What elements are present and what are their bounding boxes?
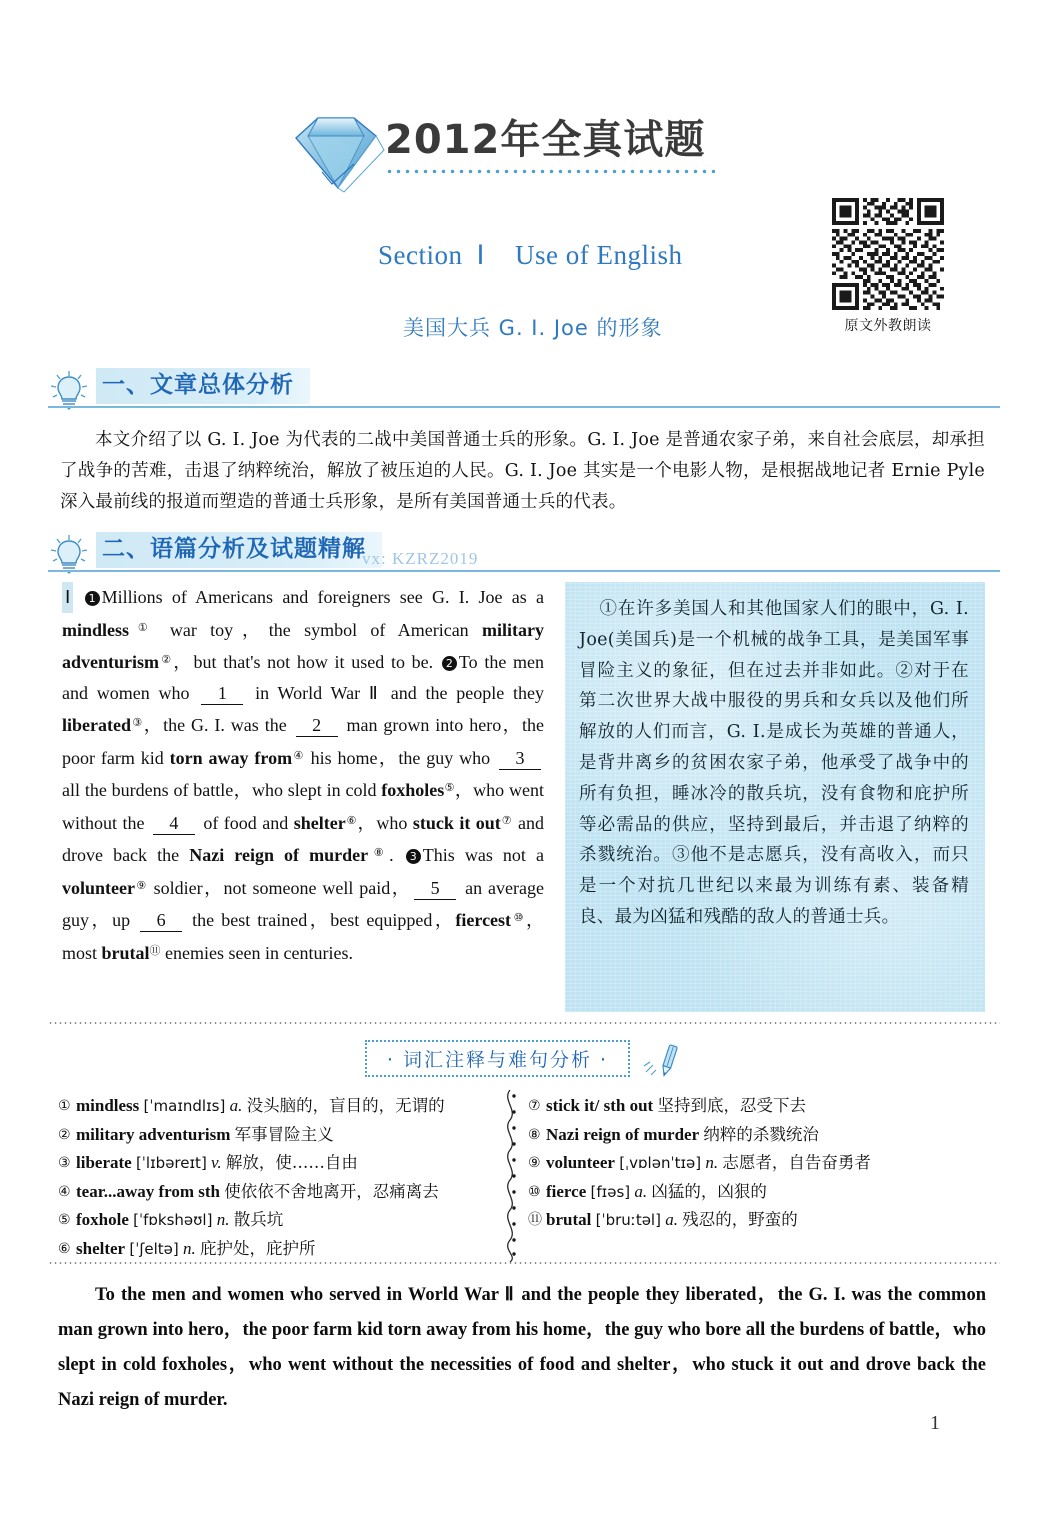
- vocabulary-item: [528, 1206, 978, 1235]
- diamond-gem-icon: [292, 112, 388, 194]
- page-header: [0, 0, 1047, 360]
- dotted-rule-decoration: [385, 168, 715, 175]
- divider-above-vocabulary: [48, 1022, 1000, 1024]
- vocab-meaning: 散兵坑: [233, 1210, 284, 1229]
- footnote-ref-5: ⑤: [444, 782, 455, 794]
- passage-term-mindless: mindless: [62, 619, 130, 640]
- passage-term-brutal: brutal: [101, 942, 150, 963]
- vocab-ipa: [ˈfɒkshəʊl]: [133, 1211, 213, 1229]
- sentence-marker-1: 1: [85, 591, 100, 606]
- passage-seg-22: This was not a: [422, 845, 545, 865]
- section-name: Use of English: [514, 240, 683, 270]
- passage-seg-19: and drove back the: [62, 812, 544, 865]
- section-heading-one: [48, 368, 1000, 412]
- vocab-number: ⑥: [58, 1240, 71, 1257]
- vocab-number: ①: [58, 1098, 71, 1114]
- vocab-meaning: 没头脑的，盲目的，无谓的: [246, 1096, 445, 1115]
- passage-term-shelter: shelter: [293, 812, 346, 833]
- vocab-term: military adventurism: [76, 1124, 231, 1144]
- passage-term-torn-away-from: torn away from: [169, 747, 293, 768]
- vocab-ipa: [ˌvɒlənˈtɪə]: [619, 1154, 702, 1172]
- vocab-number: ⑦: [528, 1098, 541, 1114]
- vocab-ipa: [ˈbruːtəl]: [595, 1211, 661, 1229]
- footnote-ref-10: ⑩: [511, 912, 527, 924]
- vocab-number: ②: [58, 1126, 71, 1143]
- vocab-meaning: 坚持到底，忍受下去: [657, 1096, 806, 1115]
- footnote-ref-6: ⑥: [345, 814, 358, 827]
- vocabulary-list-right: [528, 1092, 978, 1235]
- passage-term-volunteer: volunteer: [62, 877, 135, 898]
- vocab-pos: a.: [665, 1210, 678, 1229]
- vocab-meaning: 凶猛的，凶狠的: [651, 1181, 767, 1201]
- vocab-term: tear...away from sth: [76, 1181, 221, 1201]
- vocab-meaning: 志愿者，自告奋勇者: [722, 1153, 871, 1172]
- sentence-marker-2: 2: [442, 656, 457, 671]
- passage-term-liberated: liberated: [62, 715, 131, 735]
- vocab-ipa: [ˈmaɪndlɪs]: [143, 1097, 226, 1115]
- pen-icon: [642, 1041, 682, 1077]
- vocabulary-badge-row: [0, 1040, 1047, 1077]
- vocab-term: foxhole: [76, 1210, 129, 1229]
- vocab-pos: n.: [182, 1238, 196, 1258]
- section-number: Ⅰ: [476, 240, 485, 270]
- vocabulary-badge-label: · 词汇注释与难句分析 ·: [365, 1040, 630, 1077]
- vocabulary-item: [58, 1235, 488, 1264]
- lightbulb-icon: [48, 534, 90, 574]
- passage-seg-9: man grown into hero，the poor farm kid: [62, 715, 544, 768]
- blank-5[interactable]: 5: [414, 877, 456, 900]
- vocab-number: ⑧: [528, 1126, 541, 1143]
- passage-seg-30: enemies seen in centuries.: [160, 942, 353, 963]
- heading-underline: [48, 406, 1000, 408]
- vocabulary-item: [528, 1121, 978, 1150]
- blank-1[interactable]: 1: [201, 682, 243, 705]
- vocabulary-item: [58, 1092, 488, 1121]
- footnote-ref-1: ①: [129, 621, 157, 634]
- blank-3[interactable]: 3: [499, 747, 541, 770]
- vocab-ipa: [fɪəs]: [590, 1182, 631, 1201]
- vocab-meaning: 军事冒险主义: [234, 1124, 334, 1144]
- lightbulb-icon: [48, 370, 90, 410]
- chinese-subtitle: 美国大兵 G. I. Joe 的形象: [403, 316, 663, 340]
- vocabulary-item: [528, 1092, 978, 1121]
- vocab-meaning: 纳粹的杀戮统治: [703, 1124, 819, 1144]
- footnote-ref-11: ⑪: [149, 944, 161, 957]
- vocab-term: Nazi reign of murder: [546, 1124, 700, 1144]
- passage-seg-5: To the men and women who: [62, 652, 545, 703]
- passage-term-foxholes: foxholes: [381, 780, 445, 800]
- vocab-number: ⑨: [528, 1155, 541, 1171]
- vocab-pos: v.: [211, 1153, 222, 1172]
- vocab-ipa: [ˈʃeltə]: [129, 1239, 179, 1258]
- vocab-term: fierce: [546, 1181, 587, 1201]
- passage-seg-6: in World War Ⅱ and the people they: [246, 682, 545, 703]
- qr-audio-block[interactable]: [824, 198, 952, 335]
- passage-seg-14: ，who went without the: [62, 780, 544, 833]
- translation-text: ①在许多美国人和其他国家人们的眼中，G. I. Joe(美国兵)是一个机械的战争工具，是美国军事冒险主义的象征，但在过去并非如此。②对于在第二次世界大战中服役的男兵和女兵以及他们所解放的人们而言，G. I.是成长为英雄的普通人，是背井离乡的贫困农家子弟，他承受了战争中的所有负担，睡冰冷的散兵坑，没有食物和庇护所等必需品的供应，坚持到最后，并击退了纳粹的杀戮统治。③他不是志愿兵，没有高收入，而只是一个对抗几世纪以来最为训练有素、装备精良、最为凶猛和残酷的敌人的普通士兵。: [579, 599, 969, 927]
- watermark-text: vx: KZRZ2019: [362, 549, 479, 568]
- passage-seg-21: .: [389, 845, 404, 865]
- vocabulary-item: [58, 1149, 488, 1178]
- qr-code-icon[interactable]: [827, 198, 949, 310]
- vocab-term: volunteer: [546, 1153, 615, 1172]
- passage-seg-25: an average guy，up: [62, 877, 544, 930]
- passage-seg-24: soldier，not someone well paid，: [147, 877, 412, 898]
- footnote-ref-4: ④: [292, 749, 305, 762]
- section-heading-one-label: 一、文章总体分析: [96, 368, 310, 404]
- vocab-meaning: 解放，使……自由: [225, 1153, 358, 1172]
- vocab-meaning: 庇护处，庇护所: [199, 1238, 316, 1258]
- vocab-term: mindless: [76, 1096, 140, 1115]
- vocabulary-item: [58, 1178, 488, 1207]
- footnote-ref-2: ②: [159, 654, 174, 666]
- vocab-ipa: [ˈlɪbəreɪt]: [135, 1154, 207, 1172]
- passage-seg-0: Millions of Americans and foreigners see G. I. Joe as a: [101, 587, 544, 607]
- passage-seg-8: ，the G. I. was the: [143, 715, 293, 735]
- chinese-translation-box: [565, 582, 985, 1012]
- key-sentence-summary: To the men and women who served in World War Ⅱ and the people they liberated，the G. I. was the common man grown into hero，the poor farm kid torn away from his home，the guy who bore all the burdens of battle，who slept in cold foxholes，who went without the necessities of food and shelter，who stuck it out and drove back the Nazi reign of murder.: [58, 1285, 986, 1410]
- wavy-column-divider: [498, 1090, 522, 1262]
- footnote-ref-7: ⑦: [500, 814, 513, 827]
- vocab-number: ⑪: [528, 1212, 542, 1228]
- footnote-ref-8: ⑧: [368, 847, 390, 859]
- blank-2[interactable]: 2: [296, 714, 338, 737]
- vocab-number: ⑤: [58, 1212, 71, 1228]
- section-heading-two-label: 二、语篇分析及试题精解: [96, 532, 382, 568]
- vocab-term: brutal: [546, 1210, 592, 1229]
- vocab-term: shelter: [76, 1238, 126, 1258]
- vocab-number: ⑩: [528, 1183, 541, 1200]
- vocabulary-item: [528, 1149, 978, 1178]
- passage-seg-28: ，most: [62, 910, 545, 963]
- passage-seg-15: of food and: [197, 812, 294, 833]
- qr-label: 原文外教朗读: [844, 318, 932, 334]
- passage-term-nazi-reign-of-murder: Nazi reign of murder: [189, 845, 369, 865]
- divider-below-vocabulary: [48, 1262, 1000, 1264]
- paragraph-marker: Ⅰ: [62, 582, 73, 613]
- section-heading-two: [48, 532, 1000, 576]
- heading-underline: [48, 570, 1000, 572]
- footnote-ref-3: ③: [131, 717, 144, 729]
- footnote-ref-9: ⑨: [134, 879, 148, 892]
- vocab-meaning: 残忍的，野蛮的: [682, 1210, 798, 1229]
- page-title: 2012年全真试题: [385, 117, 706, 163]
- english-passage: [62, 582, 544, 968]
- vocabulary-item: [58, 1121, 488, 1150]
- vocab-number: ④: [58, 1183, 71, 1200]
- passage-seg-2: war toy，the symbol of American: [156, 619, 483, 640]
- vocabulary-item: [528, 1178, 978, 1207]
- passage-seg-26: the best trained，best equipped，: [185, 910, 456, 930]
- vocab-pos: n.: [705, 1153, 719, 1172]
- overview-paragraph: 本文介绍了以 G. I. Joe 为代表的二战中美国普通士兵的形象。G. I. Joe 是普通农家子弟，来自社会底层，却承担了战争的苦难，击退了纳粹统治，解放了被压迫的人民。G. I. Joe 其实是一个电影人物，是根据战地记者 Ernie Pyle 深入最前线的报道而塑造的普通士兵形象，是所有美国普通士兵的代表。: [60, 430, 985, 512]
- vocab-meaning: 使依依不舍地离开，忍痛离去: [224, 1181, 439, 1201]
- page-number: 1: [930, 1412, 940, 1434]
- title-block: [385, 118, 735, 175]
- passage-term-stuck-it-out: stuck it out: [412, 812, 501, 833]
- passage-seg-4: ，but that's not how it used to be.: [173, 652, 440, 672]
- vocab-pos: n.: [216, 1210, 230, 1229]
- vocab-number: ③: [58, 1155, 71, 1171]
- blank-4[interactable]: 4: [153, 812, 195, 835]
- passage-seg-12: all the burdens of battle，who slept in cold: [62, 780, 382, 800]
- vocab-term: stick it/ sth out: [546, 1096, 654, 1115]
- passage-term-military-adventurism: military adventurism: [62, 619, 544, 672]
- passage-term-fiercest: fiercest: [455, 910, 512, 930]
- vocab-pos: a.: [634, 1181, 648, 1201]
- section-word: Section: [378, 240, 463, 270]
- passage-seg-11: his home，the guy who: [304, 747, 496, 768]
- vocabulary-list-left: [58, 1092, 488, 1263]
- vocab-term: liberate: [76, 1153, 132, 1172]
- blank-6[interactable]: 6: [140, 909, 182, 932]
- sentence-marker-3: 3: [406, 849, 421, 864]
- vocab-pos: a.: [229, 1096, 243, 1115]
- section-heading: [378, 240, 798, 271]
- passage-seg-17: ，who: [357, 812, 413, 833]
- vocabulary-item: [58, 1206, 488, 1235]
